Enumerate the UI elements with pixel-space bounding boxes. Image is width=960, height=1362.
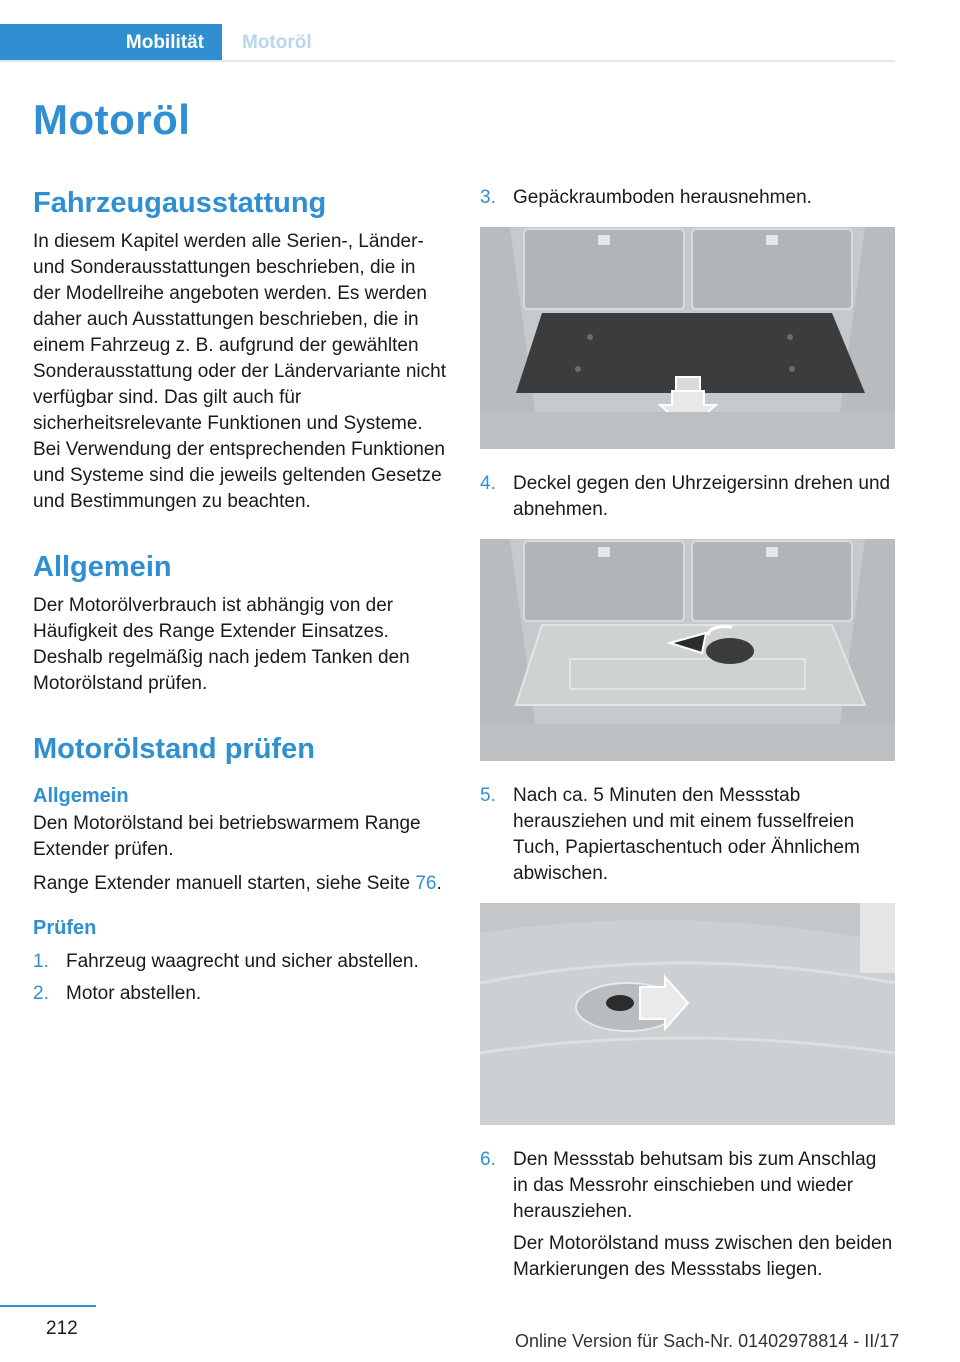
step-item: [33, 949, 448, 975]
step-text: Gepäckraumboden herausnehmen.: [513, 187, 812, 208]
step-text: Fahrzeug waagrecht und sicher abstellen.: [66, 951, 419, 972]
step-item: [480, 185, 895, 211]
footer-note: Online Version für Sach-Nr. 01402978814 - II/17: [515, 1331, 900, 1351]
page-number: 212: [46, 1318, 78, 1339]
step-note-text: Der Motorölstand muss zwischen den beiden Markierungen des Messstabs liegen.: [513, 1233, 893, 1280]
cover-image: [480, 539, 895, 761]
reference-text: Range Extender manuell starten, siehe Seite: [33, 873, 411, 894]
header-rule: [0, 60, 895, 62]
left-column: [33, 185, 448, 1013]
step-number: 2.: [33, 983, 49, 1004]
right-column: [480, 185, 895, 1283]
step-item: [480, 471, 895, 523]
step-text: Deckel gegen den Uhrzeigersinn drehen und abnehmen.: [513, 473, 891, 520]
dipstick-removal-illustration: [480, 903, 895, 1125]
step-note: [480, 1231, 895, 1283]
heading-motoroelstand-pruefen: Motorölstand prüfen: [33, 733, 315, 765]
cover-rotation-illustration: [480, 539, 895, 761]
section-tab: Mobilität: [0, 24, 222, 62]
step-number: 4.: [480, 473, 496, 494]
page-title: Motoröl: [33, 96, 191, 143]
dipstick-image: [480, 903, 895, 1125]
step-number: 1.: [33, 951, 49, 972]
trunk-floor-image: [480, 227, 895, 449]
heading-fahrzeugausstattung: Fahrzeugausstattung: [33, 187, 327, 219]
page-header: [0, 24, 895, 62]
subheading-pruefen: Prüfen: [33, 917, 97, 939]
subheading-allgemein: Allgemein: [33, 785, 129, 807]
step-number: 5.: [480, 785, 496, 806]
step-number: 3.: [480, 187, 496, 208]
step-item: [33, 981, 448, 1007]
paragraph-fahrzeugausstattung: In diesem Kapitel werden alle Serien-, Länder- und Sonderausstattungen beschrieben, die in der Modellreihe angeboten werden. Es werden daher auch Ausstattungen beschrieben, die in einem Fahrzeug z. B. aufgrund der gewählten Sonderausstattung oder der Ländervariante nicht verfügbar sind. Das gilt auch für sicherheitsrelevante Funktionen und Systeme. Bei Verwendung der entsprechenden Funktionen und Systeme sind die jeweils geltenden Gesetze und Bestimmungen zu beachten.: [33, 231, 446, 512]
step-text: Motor abstellen.: [66, 983, 202, 1004]
paragraph-allgemein: Der Motorölverbrauch ist abhängig von der Häufigkeit des Range Extender Einsatzes. Deshalb regelmäßig nach jedem Tanken den Motorölstand prüfen.: [33, 595, 410, 694]
step-number: 6.: [480, 1149, 496, 1170]
step-item: [480, 783, 895, 887]
step-text: Nach ca. 5 Minuten den Messstab herausziehen und mit einem fusselfreien Tuch, Papiertaschentuch oder Ähnlichem abwischen.: [513, 785, 860, 884]
page-link-76[interactable]: 76: [415, 873, 437, 894]
topic-tab: Motoröl: [242, 32, 312, 53]
paragraph-page-reference: [33, 871, 448, 897]
step-item: [480, 1147, 895, 1225]
heading-allgemein: Allgemein: [33, 551, 172, 583]
reference-end: .: [436, 873, 442, 894]
step-text: Den Messstab behutsam bis zum Anschlag in das Messrohr einschieben und wieder herausziehen.: [513, 1149, 877, 1222]
trunk-floor-illustration: [480, 227, 895, 449]
footer-rule: [0, 1305, 96, 1307]
paragraph-betriebswarm: Den Motorölstand bei betriebswarmem Range Extender prüfen.: [33, 813, 421, 860]
